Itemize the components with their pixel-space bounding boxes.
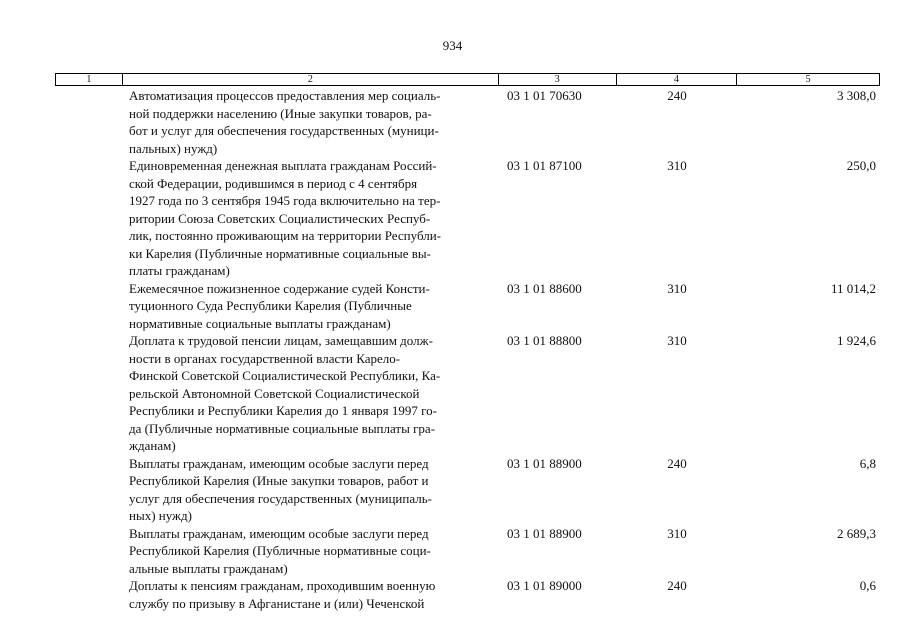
name-line: службу по призыву в Афганистане и (или) Чеченской [129,595,425,611]
name-line: Автоматизация процессов предоставления мер социаль- [129,88,441,103]
row-type-cell: 310 [667,333,687,348]
row-name-cell [129,280,499,333]
name-line: жданам) [129,438,176,453]
header-col-5: 5 [805,74,811,85]
name-line: ности в органах государственной власти Карело- [129,350,401,366]
name-line: услуг для обеспечения государственных (муниципаль- [129,490,432,506]
row-name-cell [129,332,499,455]
row-name-cell [129,455,499,525]
row-code-cell: 03 1 01 88800 [507,333,582,348]
name-line: платы гражданам) [129,263,230,278]
name-line: Доплаты к пенсиям гражданам, проходившим военную [129,578,436,593]
name-line: да (Публичные нормативные социальные выплаты гра- [129,420,436,436]
header-col-4: 4 [617,74,738,85]
row-amount-cell: 11 014,2 [830,280,876,296]
row-amount-cell: 2 689,3 [837,525,876,541]
table-row [55,157,880,280]
name-line: 1927 года по 3 сентября 1945 года включительно на тер- [129,193,441,208]
table-row [55,332,880,455]
name-line: туционного Суда Республики Карелия (Публичные [129,298,412,313]
name-line: бот и услуг для обеспечения государственных (муници- [129,123,439,138]
name-line: ритории Союза Советских Социалистических Респуб- [129,210,431,226]
header-col-1: 1 [56,74,123,85]
name-line: ных) нужд) [129,508,192,523]
name-line: пальных) нужд) [129,140,218,156]
name-line: нормативные социальные выплаты гражданам) [129,315,391,331]
header-col-2: 2 [123,74,499,85]
table-row [55,87,880,157]
name-line: Финской Советской Социалистической Республики, Ка- [129,368,441,383]
name-line: Республики и Республики Карелия до 1 января 1997 го- [129,403,437,418]
table-row [55,455,880,525]
name-line: ской Федерации, родившимся в период с 4 сентября [129,175,418,191]
table-row [55,577,880,612]
name-line: альные выплаты гражданам) [129,560,288,576]
header-col-3: 3 [499,74,617,85]
row-amount-cell: 6,8 [859,455,876,471]
name-line: Доплата к трудовой пенсии лицам, замещавшим долж- [129,333,433,348]
row-type-cell: 240 [667,455,687,471]
row-amount-cell: 0,6 [859,578,876,593]
page-number: 934 [442,38,463,53]
row-amount-cell: 250,0 [846,158,876,173]
name-line: Ежемесячное пожизненное содержание судей Консти- [129,280,430,296]
row-name-cell [129,87,499,157]
table-header [55,73,880,86]
row-type-cell: 240 [667,88,687,103]
name-line: Выплаты гражданам, имеющим особые заслуги перед [129,525,429,541]
table-row [55,280,880,333]
name-line: Республикой Карелия (Публичные нормативные соци- [129,543,431,558]
row-code-cell: 03 1 01 70630 [507,88,582,103]
table-body [55,87,880,612]
name-line: Республикой Карелия (Иные закупки товаров, работ и [129,473,429,488]
name-line: лик, постоянно проживающим на территории Республи- [129,228,442,243]
name-line: рельской Автономной Советской Социалистической [129,385,420,401]
row-type-cell: 310 [667,158,687,173]
row-code-cell: 03 1 01 89000 [507,578,582,593]
row-code-cell: 03 1 01 87100 [507,158,582,173]
row-type-cell: 310 [667,280,687,296]
row-name-cell [129,577,499,612]
name-line: ки Карелия (Публичные нормативные социальные вы- [129,245,431,261]
table-row [55,525,880,578]
row-type-cell: 310 [667,525,687,541]
row-code-cell: 03 1 01 88600 [507,280,582,296]
row-amount-cell: 1 924,6 [837,333,876,348]
row-amount-cell: 3 308,0 [837,88,876,103]
row-code-cell: 03 1 01 88900 [507,525,582,541]
row-name-cell [129,525,499,578]
row-type-cell: 240 [667,578,687,593]
name-line: Выплаты гражданам, имеющим особые заслуги перед [129,455,429,471]
row-name-cell [129,157,499,280]
name-line: Единовременная денежная выплата гражданам Россий- [129,158,437,173]
name-line: ной поддержки населению (Иные закупки товаров, ра- [129,105,432,121]
row-code-cell: 03 1 01 88900 [507,455,582,471]
